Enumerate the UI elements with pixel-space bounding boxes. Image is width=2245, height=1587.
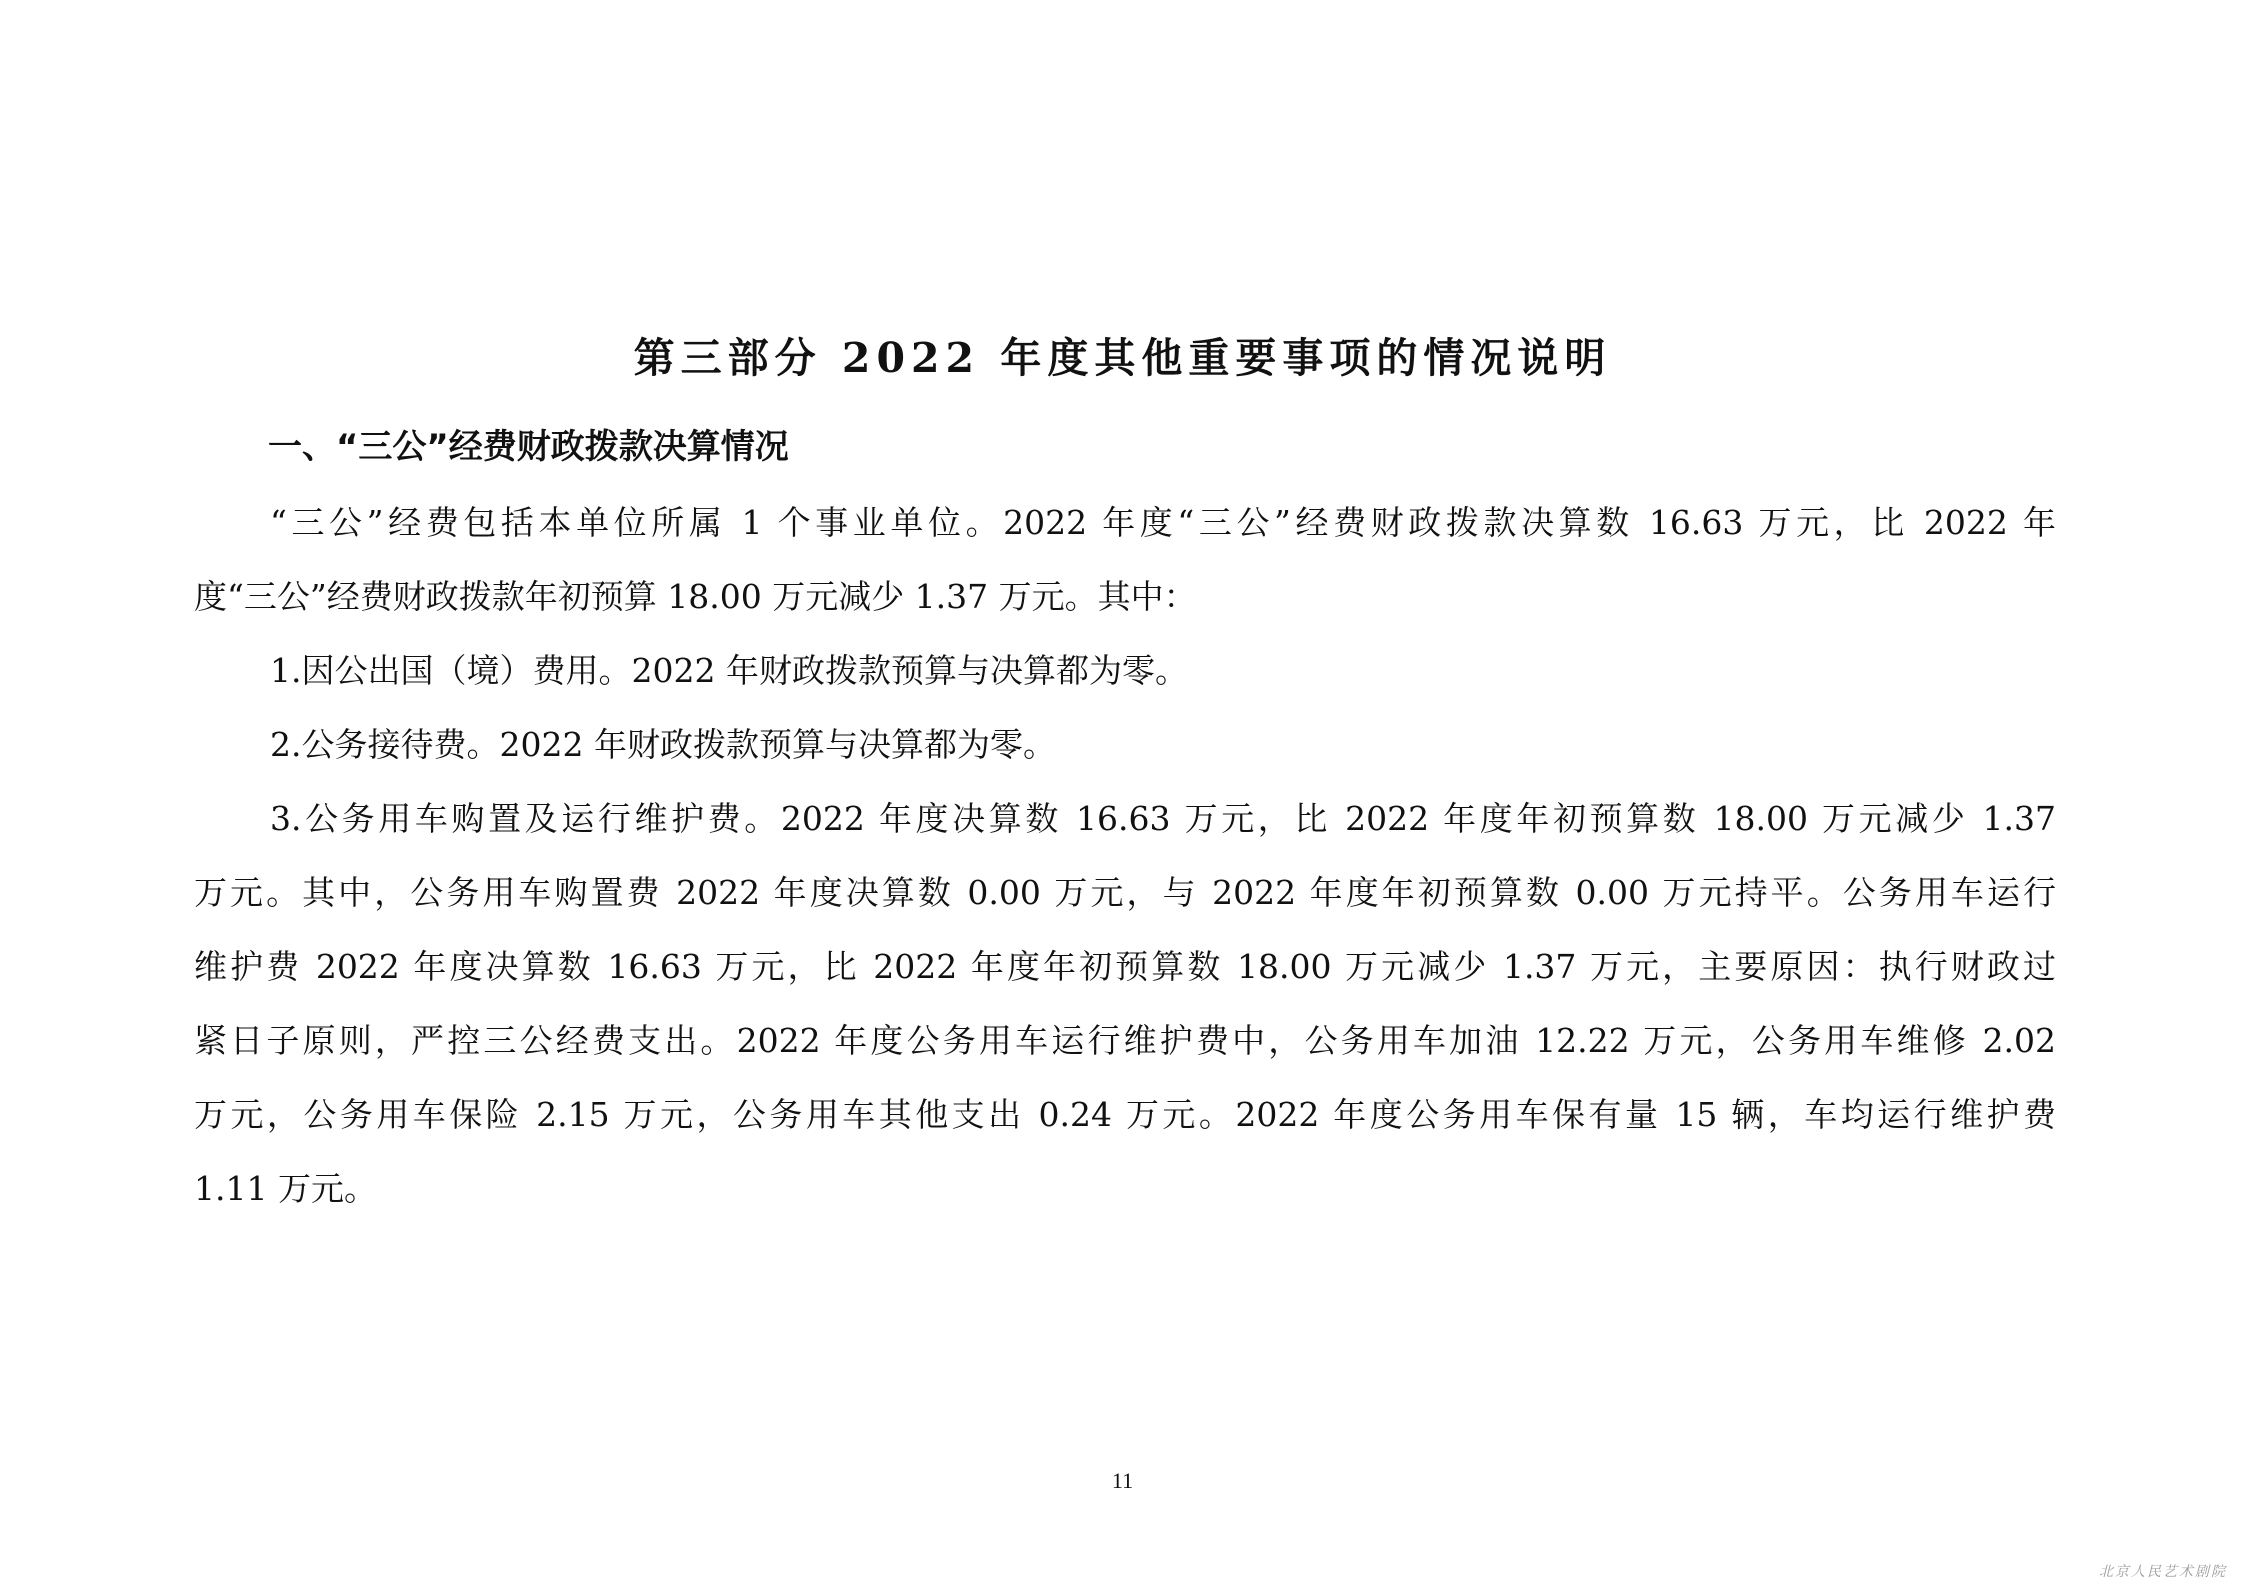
page-number: 11 bbox=[1111, 1468, 1134, 1493]
body-paragraphs bbox=[194, 486, 2056, 1226]
item-3-line-6: 1.11 万元。 bbox=[194, 1169, 377, 1208]
item-2-paragraph: 2.公务接待费。2022 年财政拨款预算与决算都为零。 bbox=[270, 725, 1056, 764]
section-heading: 一、“三公”经费财政拨款决算情况 bbox=[268, 427, 789, 467]
item-1-paragraph: 1.因公出国（境）费用。2022 年财政拨款预算与决算都为零。 bbox=[270, 651, 1188, 690]
item-3-line-4: 紧日子原则，严控三公经费支出。2022 年度公务用车运行维护费中，公务用车加油 12.22 万元，公务用车维修 2.02 bbox=[194, 1021, 2056, 1060]
item-3-line-1: 3.公务用车购置及运行维护费。2022 年度决算数 16.63 万元，比 2022 年度年初预算数 18.00 万元减少 1.37 bbox=[270, 799, 2056, 838]
watermark-stamp: 北京人民艺术剧院 bbox=[2099, 1564, 2227, 1580]
paragraph-1-line-2: 度“三公”经费财政拨款年初预算 18.00 万元减少 1.37 万元。其中： bbox=[194, 577, 1197, 616]
item-3-line-2: 万元。其中，公务用车购置费 2022 年度决算数 0.00 万元，与 2022 年度年初预算数 0.00 万元持平。公务用车运行 bbox=[194, 873, 2056, 912]
item-3-line-5: 万元，公务用车保险 2.15 万元，公务用车其他支出 0.24 万元。2022 年度公务用车保有量 15 辆，车均运行维护费 bbox=[194, 1095, 2056, 1134]
paragraph-1-line-1: “三公”经费包括本单位所属 1 个事业单位。2022 年度“三公”经费财政拨款决算数 16.63 万元，比 2022 年 bbox=[270, 503, 2056, 542]
item-3-line-3: 维护费 2022 年度决算数 16.63 万元，比 2022 年度年初预算数 18.00 万元减少 1.37 万元，主要原因：执行财政过 bbox=[194, 947, 2056, 986]
page-title: 第三部分 2022 年度其他重要事项的情况说明 bbox=[633, 334, 1612, 382]
